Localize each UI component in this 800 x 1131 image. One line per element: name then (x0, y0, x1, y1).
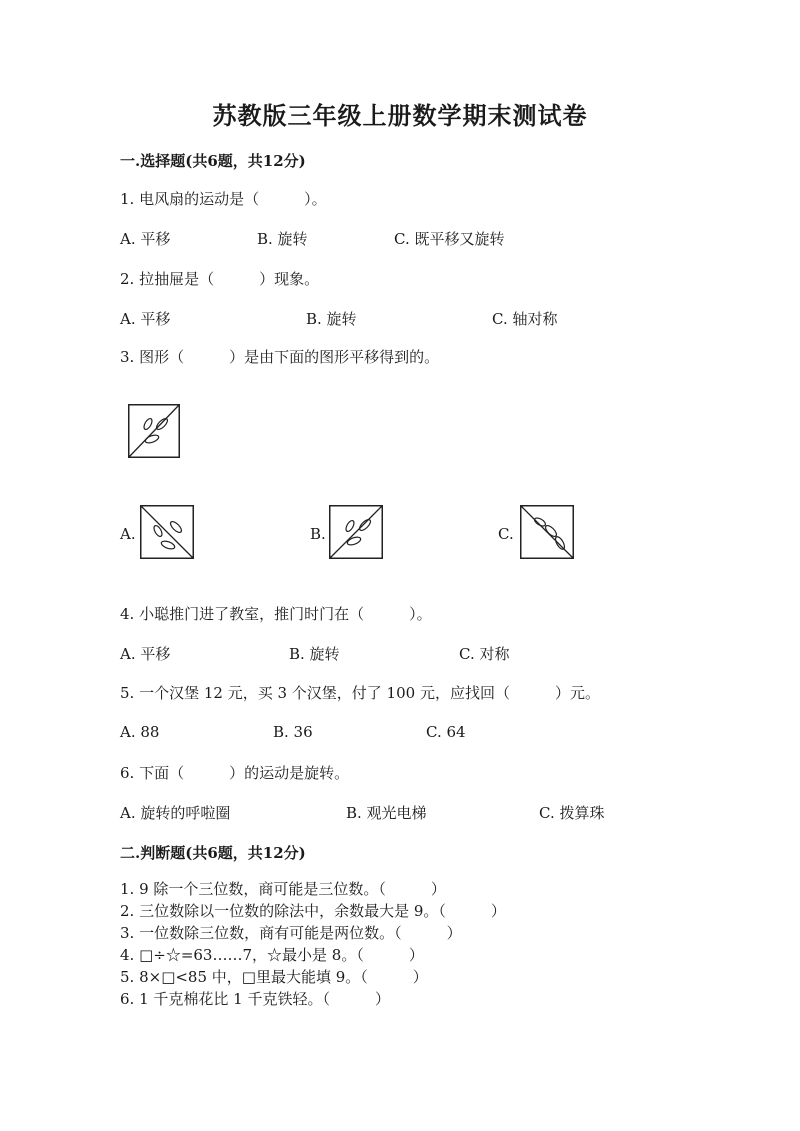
question-2-stem: 2. 拉抽屉是（ ）现象。 (120, 270, 320, 288)
judge-item-5: 5. 8×□<85 中，□里最大能填 9。（ ） (120, 968, 428, 986)
question-1-stem: 1. 电风扇的运动是（ ）。 (120, 190, 327, 208)
question-2-option-a: A. 平移 (120, 310, 171, 328)
question-5-option-c: C. 64 (426, 723, 466, 741)
question-1-option-b: B. 旋转 (257, 230, 308, 248)
question-6-option-a: A. 旋转的呼啦圈 (120, 804, 231, 822)
question-5-stem: 5. 一个汉堡 12 元，买 3 个汉堡，付了 100 元，应找回（ ）元。 (120, 684, 600, 702)
question-4-option-a: A. 平移 (120, 645, 171, 663)
reference-leaf-figure (128, 404, 180, 458)
question-6-option-c: C. 拨算珠 (539, 804, 605, 822)
judge-item-1: 1. 9 除一个三位数，商可能是三位数。（ ） (120, 880, 446, 898)
question-4-option-b: B. 旋转 (289, 645, 340, 663)
question-3-option-a-label: A. (120, 525, 136, 543)
question-5-option-a: A. 88 (120, 723, 160, 741)
question-6-option-b: B. 观光电梯 (346, 804, 427, 822)
question-1-option-a: A. 平移 (120, 230, 171, 248)
judge-item-2: 2. 三位数除以一位数的除法中，余数最大是 9。（ ） (120, 902, 506, 920)
question-2-option-b: B. 旋转 (306, 310, 357, 328)
option-b-leaf-figure (329, 505, 383, 559)
option-a-leaf-figure (140, 505, 194, 559)
judge-item-4: 4. □÷☆=63……7，☆最小是 8。（ ） (120, 946, 424, 964)
judge-item-6: 6. 1 千克棉花比 1 千克铁轻。（ ） (120, 990, 390, 1008)
question-3-option-c-label: C. (498, 525, 514, 543)
question-3-stem: 3. 图形（ ）是由下面的图形平移得到的。 (120, 348, 440, 366)
question-4-stem: 4. 小聪推门进了教室，推门时门在（ ）。 (120, 605, 432, 623)
question-2-option-c: C. 轴对称 (492, 310, 558, 328)
question-4-option-c: C. 对称 (459, 645, 510, 663)
question-1-option-c: C. 既平移又旋转 (394, 230, 505, 248)
question-3-option-b-label: B. (310, 525, 326, 543)
option-c-leaf-figure (520, 505, 574, 559)
section-heading-judge: 二.判断题(共6题，共12分) (120, 844, 306, 862)
question-6-stem: 6. 下面（ ）的运动是旋转。 (120, 764, 350, 782)
page-title: 苏教版三年级上册数学期末测试卷 (212, 101, 588, 130)
section-heading-choice: 一.选择题(共6题，共12分) (120, 152, 306, 170)
judge-item-3: 3. 一位数除三位数，商有可能是两位数。（ ） (120, 924, 462, 942)
question-5-option-b: B. 36 (273, 723, 313, 741)
